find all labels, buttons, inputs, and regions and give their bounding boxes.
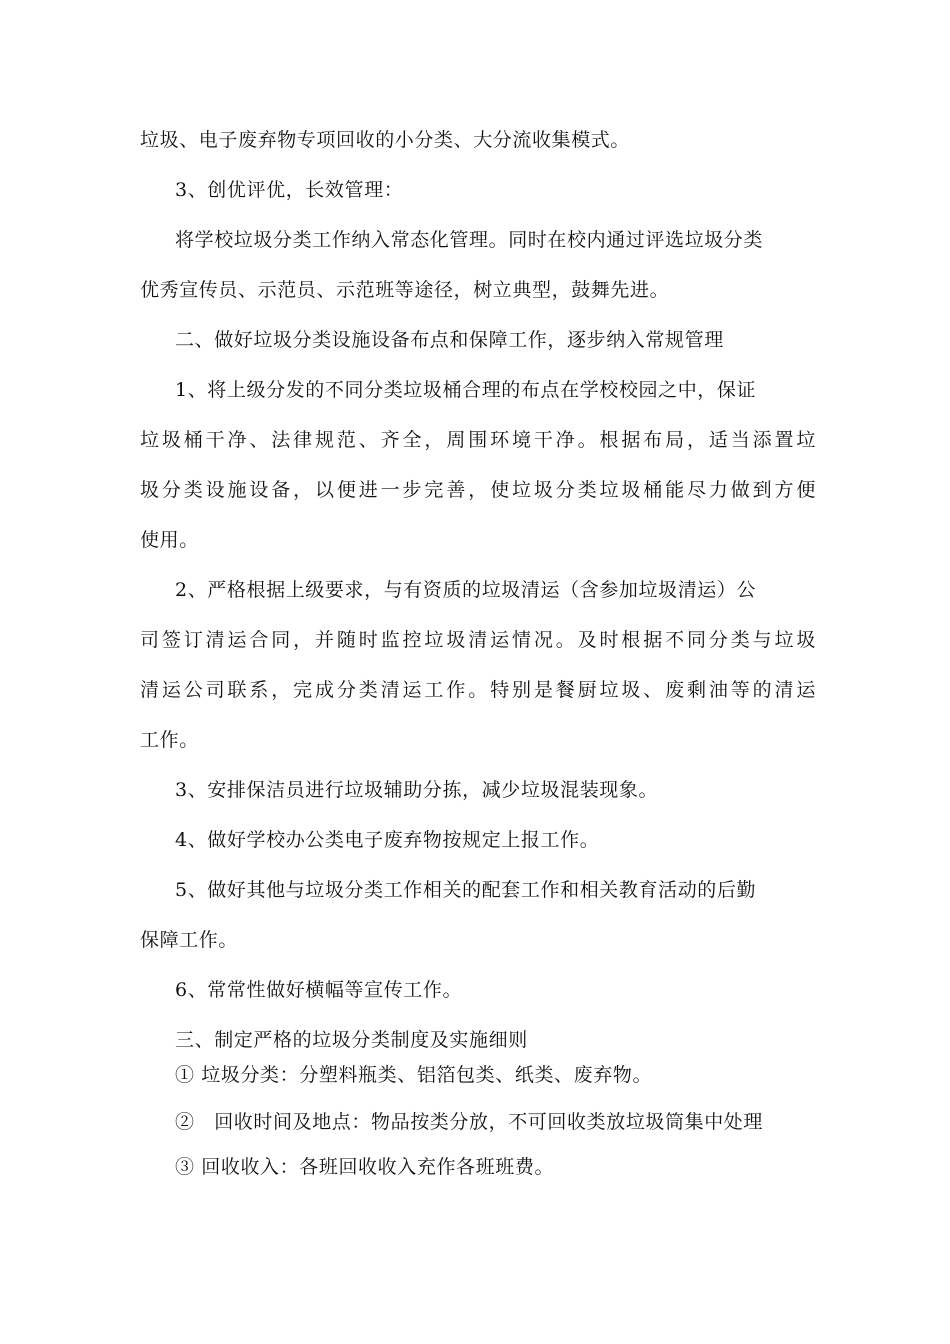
text-line: 将学校垃圾分类工作纳入常态化管理。同时在校内通过评选垃圾分类 bbox=[175, 229, 764, 251]
text-line: 2、严格根据上级要求，与有资质的垃圾清运（含参加垃圾清运）公 bbox=[175, 579, 757, 601]
text-line: 清运公司联系，完成分类清运工作。特别是餐厨垃圾、废剩油等的清运 bbox=[140, 679, 816, 701]
section-heading: 3、创优评优，长效管理： bbox=[175, 179, 404, 201]
text-line: 圾分类设施设备，以便进一步完善，使垃圾分类垃圾桶能尽力做到方便 bbox=[140, 479, 816, 501]
text-line: 使用。 bbox=[140, 529, 199, 551]
section-heading: 三、制定严格的垃圾分类制度及实施细则 bbox=[175, 1029, 528, 1051]
text-line: 司签订清运合同，并随时监控垃圾清运情况。及时根据不同分类与垃圾 bbox=[140, 629, 816, 651]
section-heading: 二、做好垃圾分类设施设备布点和保障工作，逐步纳入常规管理 bbox=[175, 329, 724, 351]
text-line: 工作。 bbox=[140, 729, 199, 751]
text-line: 6、常常性做好横幅等宣传工作。 bbox=[175, 979, 463, 1001]
text-line: 垃圾、电子废弃物专项回收的小分类、大分流收集模式。 bbox=[140, 129, 631, 151]
text-line: 4、做好学校办公类电子废弃物按规定上报工作。 bbox=[175, 829, 600, 851]
list-item: ③ 回收收入：各班回收收入充作各班班费。 bbox=[175, 1156, 555, 1178]
list-item: ② 回收时间及地点：物品按类分放，不可回收类放垃圾筒集中处理 bbox=[175, 1111, 764, 1133]
list-item: ① 垃圾分类：分塑料瓶类、铝箔包类、纸类、废弃物。 bbox=[175, 1064, 653, 1086]
text-line: 3、安排保洁员进行垃圾辅助分拣，减少垃圾混装现象。 bbox=[175, 779, 659, 801]
text-line: 优秀宣传员、示范员、示范班等途径，树立典型，鼓舞先进。 bbox=[140, 279, 670, 301]
text-line: 垃圾桶干净、法律规范、齐全，周围环境干净。根据布局，适当添置垃 bbox=[140, 429, 816, 451]
text-line: 1、将上级分发的不同分类垃圾桶合理的布点在学校校园之中，保证 bbox=[175, 379, 757, 401]
text-line: 5、做好其他与垃圾分类工作相关的配套工作和相关教育活动的后勤 bbox=[175, 879, 757, 901]
text-line: 保障工作。 bbox=[140, 929, 239, 951]
